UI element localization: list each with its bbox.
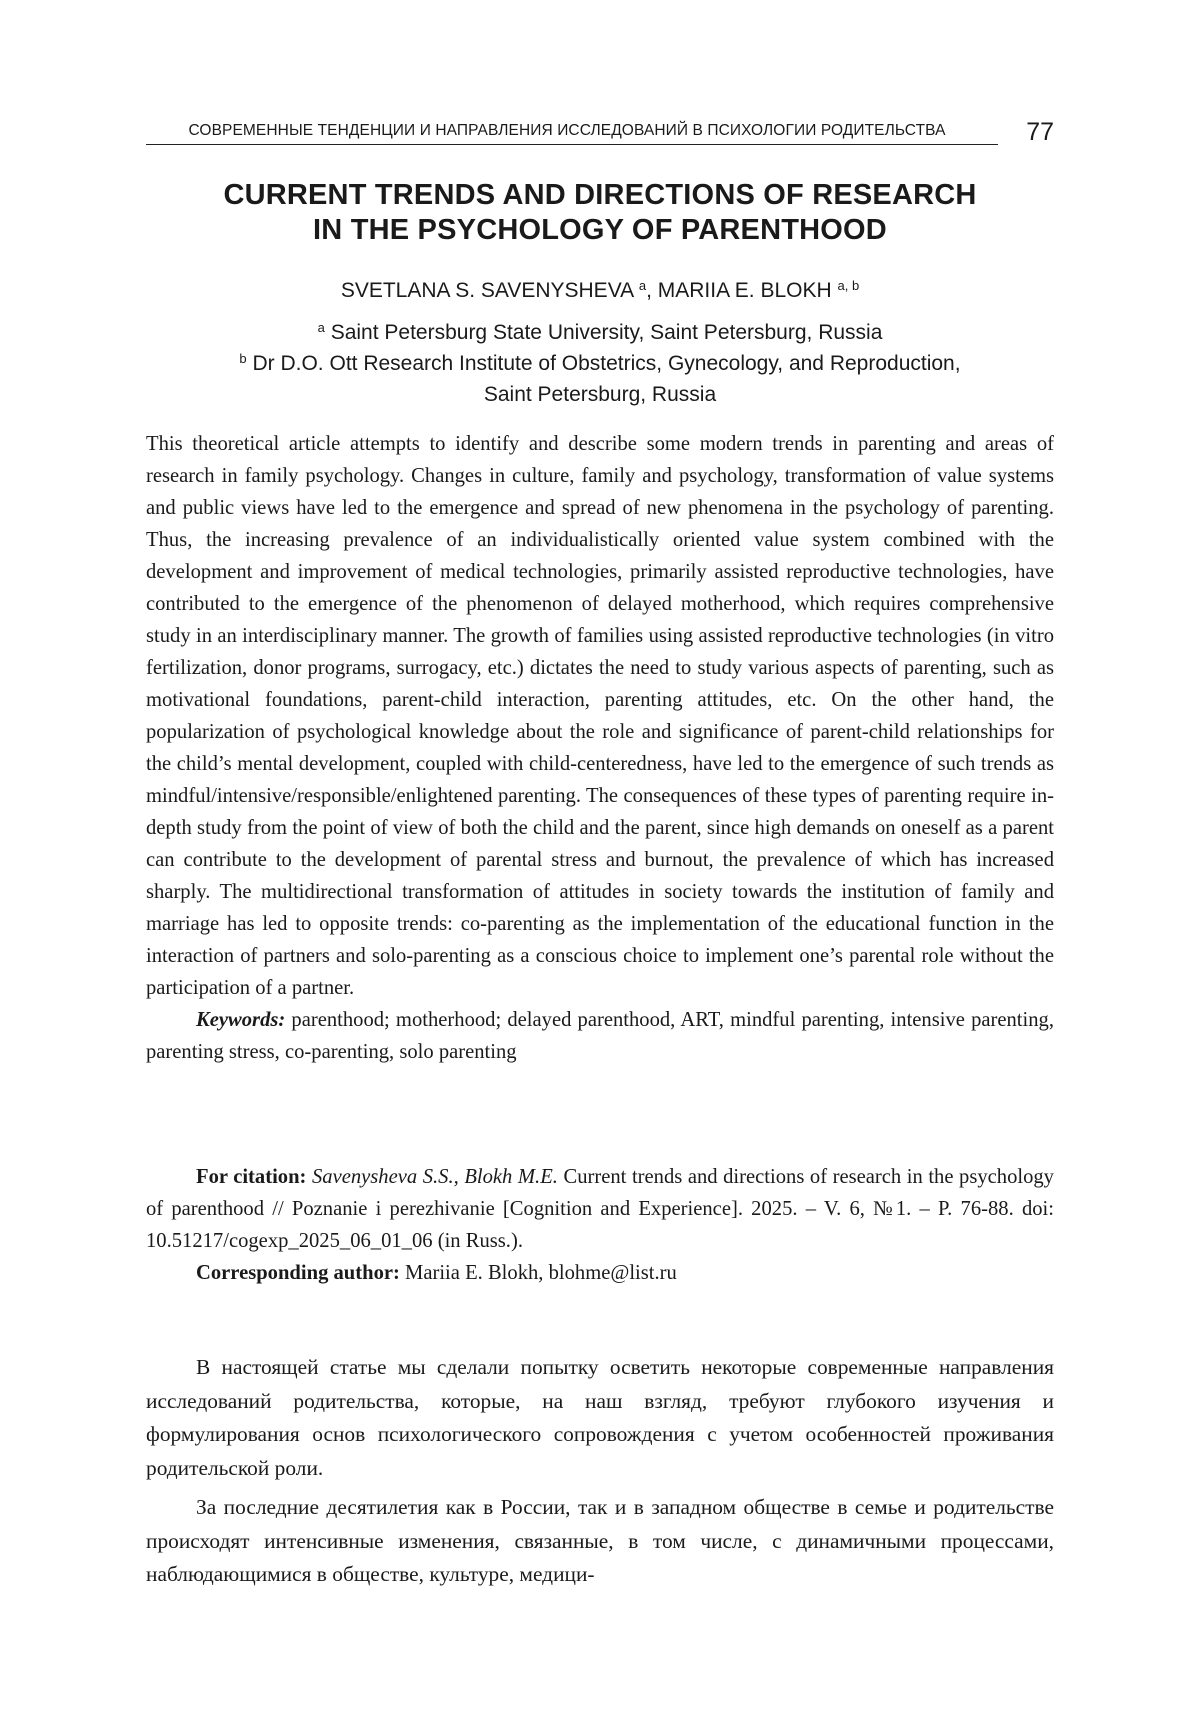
authors (146, 278, 1054, 304)
corresponding-label: Corresponding author: (196, 1262, 400, 1284)
body-paragraph-1: В настоящей статье мы сделали попытку осветить некоторые современные направления исследований родительства, которые, на наш взгляд, требуют глубокого изучения и формулирования основ психологического сопровождения с учетом особенностей проживания родительской роли. (146, 1355, 1054, 1480)
citation-label: For citation: (196, 1166, 307, 1188)
abstract (146, 428, 1054, 1068)
citation-text: Current trends and directions of research in the psychology of parenthood // Poznanie i perezhivanie [Cognition and Experience]. 2025. – V. 6, №1. – P. 76-88. doi: 10.51217/cogexp_2025_06_01_06 (in Russ.). (146, 1166, 1054, 1252)
author-separator: , (646, 279, 658, 302)
affiliation-a-mark: a (317, 320, 325, 335)
affiliation-b-line-1: Dr D.O. Ott Research Institute of Obstetrics, Gynecology, and Reproduction, (252, 352, 961, 375)
page-number: 77 (1026, 118, 1054, 146)
affiliation-b-mark: b (239, 351, 247, 366)
body-paragraph-2: За последние десятилетия как в России, так и в западном обществе в семье и родительстве происходят интенсивные изменения, связанные, в том числе, с динамичными процессами, наблюдающимися в обществе, культуре, медици- (146, 1495, 1054, 1586)
affiliation-b-line-2: Saint Petersburg, Russia (483, 383, 717, 406)
running-header (146, 120, 1054, 145)
author-2: MARIIA E. BLOKH (657, 279, 832, 302)
affiliation-b (146, 348, 1054, 379)
citation-authors: Savenysheva S.S., Blokh M.E. (311, 1166, 558, 1188)
author-1: SVETLANA S. SAVENYSHEVA (340, 279, 633, 302)
running-title: СОВРЕМЕННЫЕ ТЕНДЕНЦИИ И НАПРАВЛЕНИЯ ИССЛЕДОВАНИЙ В ПСИХОЛОГИИ РОДИТЕЛЬСТВА (146, 122, 998, 145)
title-line-1: CURRENT TRENDS AND DIRECTIONS OF RESEARCH (223, 179, 977, 211)
citation-block (146, 1161, 1054, 1289)
abstract-text: This theoretical article attempts to identify and describe some modern trends in parenting and areas of research in family psychology. Changes in culture, family and psychology, transformation of value systems and public views have led to the emergence and spread of new phenomena in the psychology of parenting. Thus, the increasing prevalence of an individualistically oriented value system combined with the development and improvement of medical technologies, primarily assisted reproductive technologies, have contributed to the emergence of the phenomenon of delayed motherhood, which requires comprehensive study in an interdisciplinary manner. The growth of families using assisted reproductive technologies (in vitro fertilization, donor programs, surrogacy, etc.) dictates the need to study various aspects of parenting, such as motivational foundations, parent-child interaction, parenting attitudes, etc. On the other hand, the popularization of psychological knowledge about the role and significance of parent-child relationships for the child’s mental development, coupled with child-centeredness, have led to the emergence of such trends as mindful/intensive/responsible/enlightened parenting. The consequences of these types of parenting require in-depth study from the point of view of both the child and the parent, since high demands on oneself as a parent can contribute to the development of parental stress and burnout, the prevalence of which has increased sharply. The multidirectional transformation of attitudes in society towards the institution of family and marriage has led to opposite trends: co-parenting as the implementation of the educational function in the interaction of partners and solo-parenting as a conscious choice to implement one’s parental role without the participation of a partner. (146, 433, 1054, 999)
article-title (146, 178, 1054, 248)
body-text (146, 1351, 1054, 1598)
affiliations (146, 317, 1054, 410)
title-line-2: IN THE PSYCHOLOGY OF PARENTHOOD (313, 214, 887, 246)
author-2-affiliation-mark: a, b (837, 278, 860, 293)
keywords-text: parenthood; motherhood; delayed parenthood, ART, mindful parenting, intensive parenting, parenting stress, co-parenting, solo parenting (146, 1009, 1054, 1063)
keywords-label: Keywords: (196, 1009, 286, 1031)
citation (146, 1161, 1054, 1257)
author-1-affiliation-mark: a (638, 278, 647, 293)
affiliation-a (146, 317, 1054, 348)
keywords (146, 1004, 1054, 1068)
corresponding-text: Mariia E. Blokh, blohme@list.ru (405, 1262, 677, 1284)
affiliation-a-text: Saint Petersburg State University, Saint Petersburg, Russia (330, 321, 883, 344)
corresponding-author (146, 1257, 1054, 1289)
